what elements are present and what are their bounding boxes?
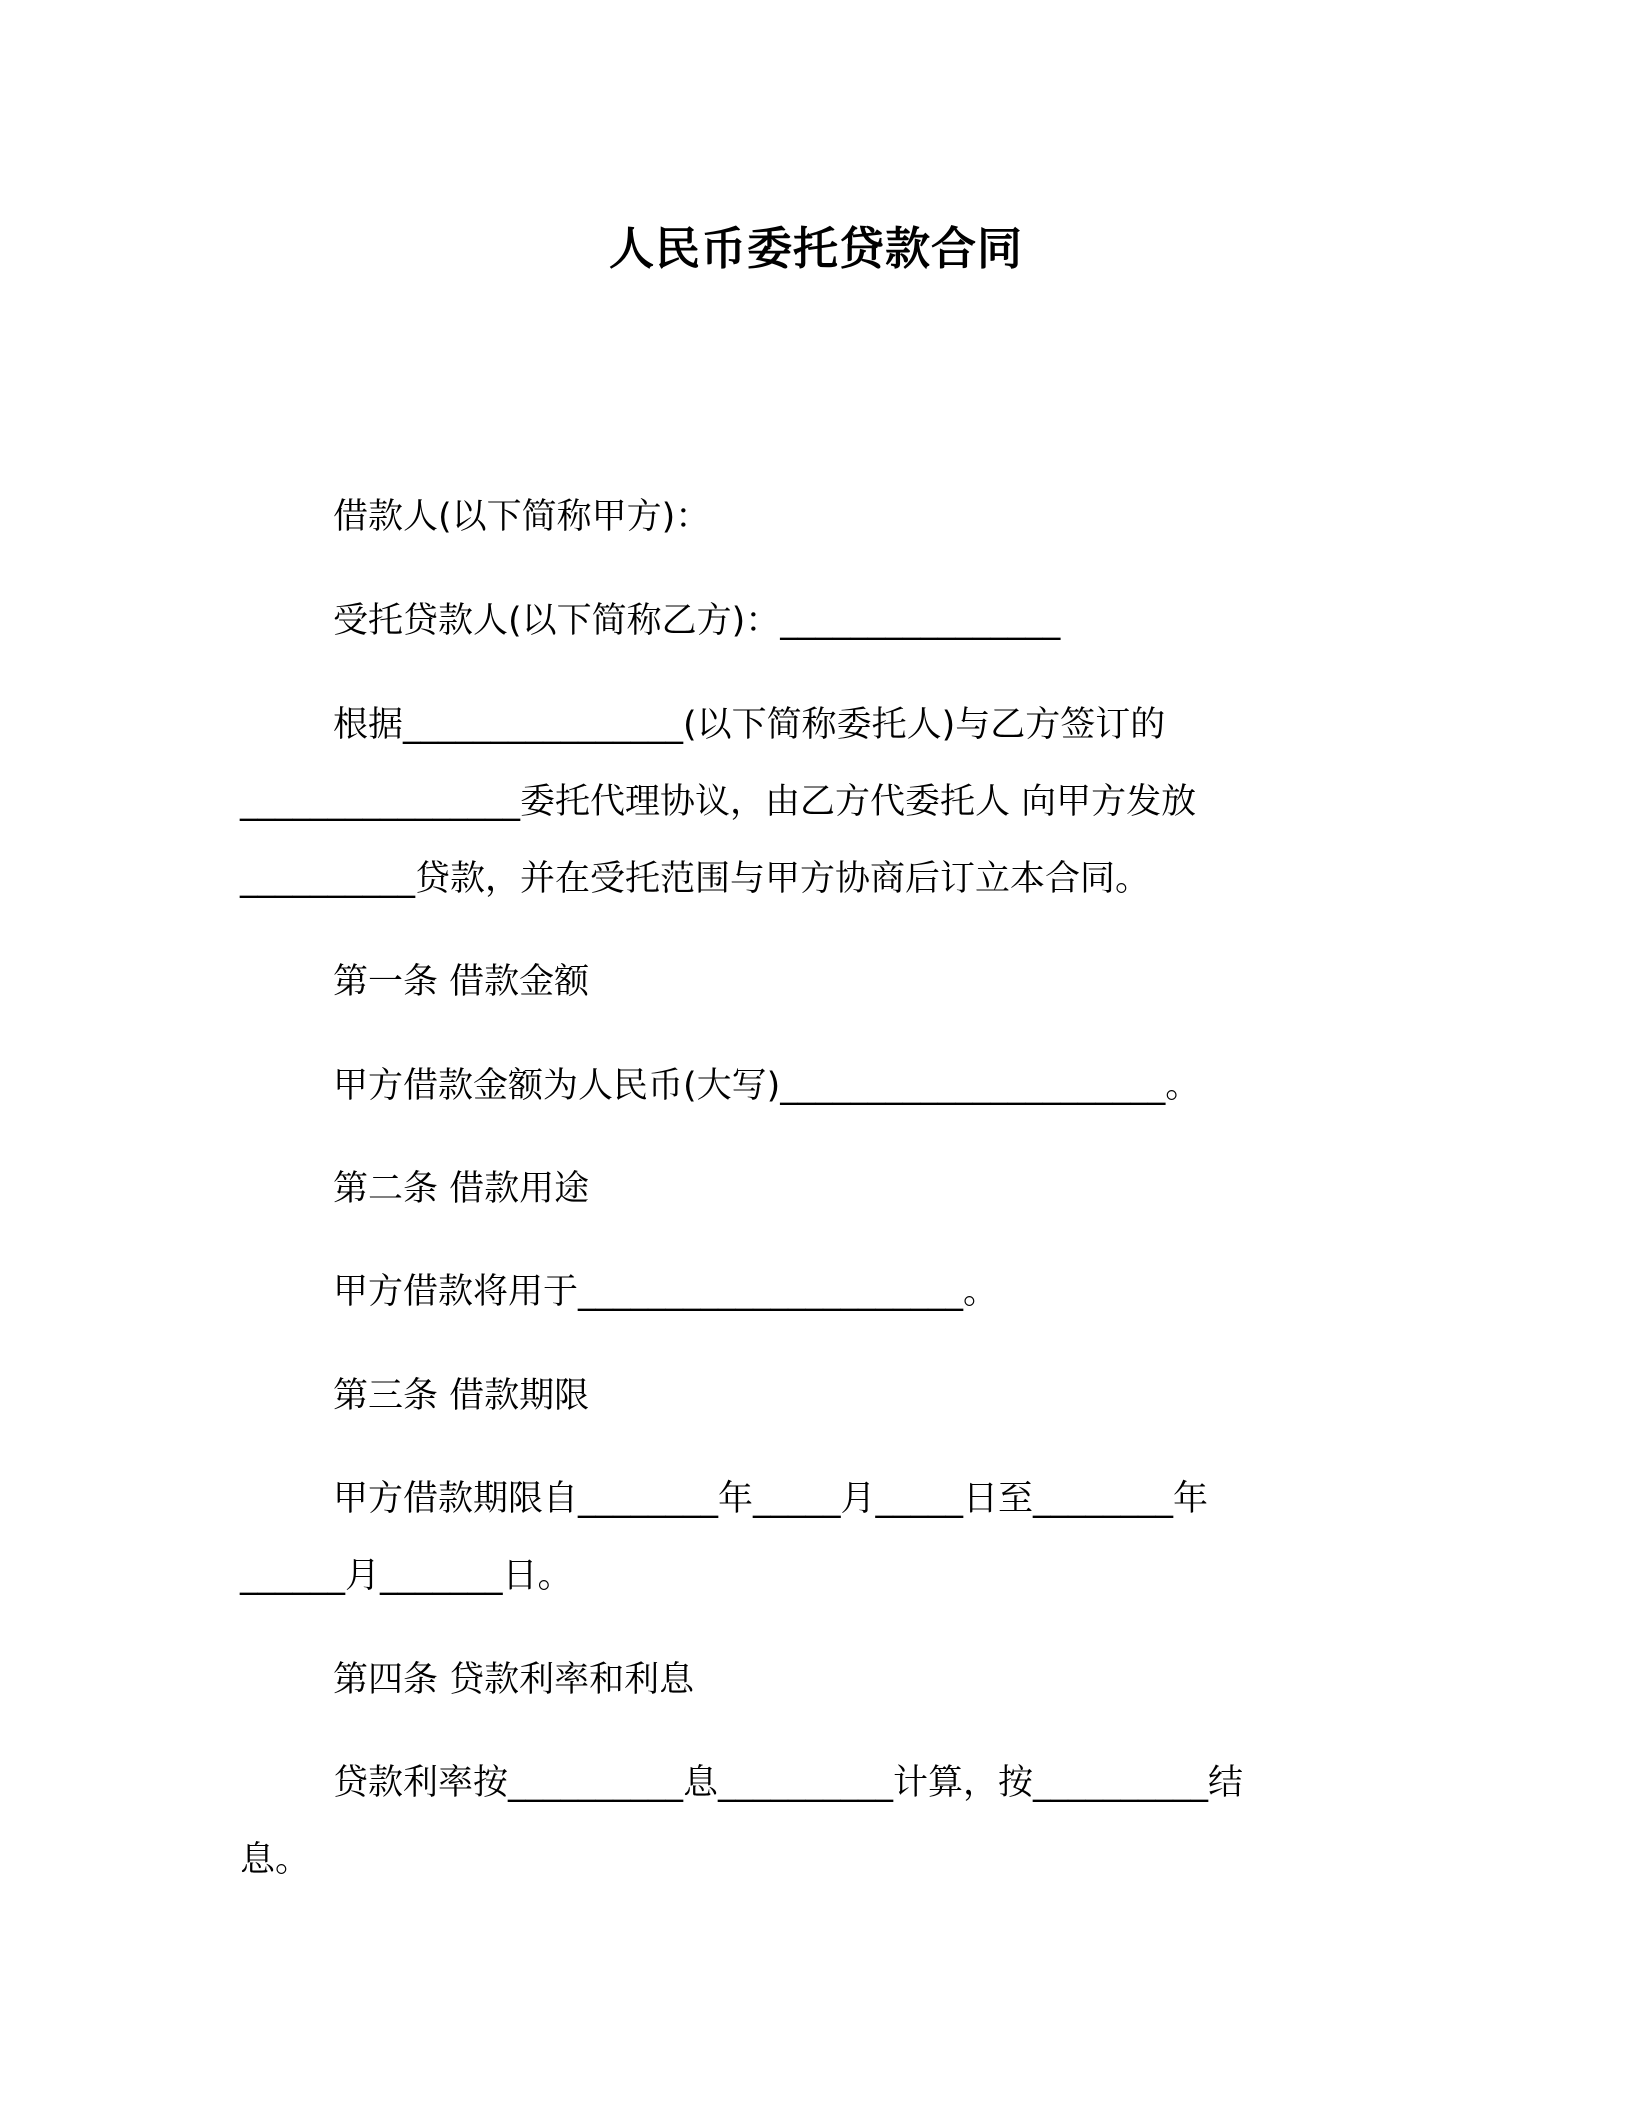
article-3-heading: 第三条 借款期限: [333, 1376, 590, 1416]
article-4-body-line-1: 贷款利率按__________息__________计算，按__________结: [333, 1763, 1244, 1803]
article-3-body-line-1: 甲方借款期限自________年_____月_____日至________年: [333, 1479, 1209, 1519]
article-1-body: 甲方借款金额为人民币(大写)______________________。: [333, 1066, 1201, 1106]
article-4-heading: 第四条 贷款利率和利息: [333, 1660, 695, 1700]
document-title: 人民币委托贷款合同: [608, 222, 1023, 275]
borrower-line: 借款人(以下简称甲方)：: [333, 497, 711, 537]
preamble-line-2: ________________委托代理协议，由乙方代委托人 向甲方发放: [240, 782, 1197, 822]
trustee-lender-line: 受托贷款人(以下简称乙方)：________________: [333, 601, 1061, 641]
preamble-line-3: __________贷款，并在受托范围与甲方协商后订立本合同。: [240, 859, 1151, 899]
article-2-heading: 第二条 借款用途: [333, 1169, 590, 1209]
article-3-body-line-2: ______月_______日。: [240, 1556, 573, 1596]
article-2-body: 甲方借款将用于______________________。: [333, 1272, 999, 1312]
article-4-body-line-2: 息。: [240, 1840, 311, 1880]
preamble-line-1: 根据________________(以下简称委托人)与乙方签订的: [333, 705, 1166, 745]
article-1-heading: 第一条 借款金额: [333, 962, 590, 1002]
